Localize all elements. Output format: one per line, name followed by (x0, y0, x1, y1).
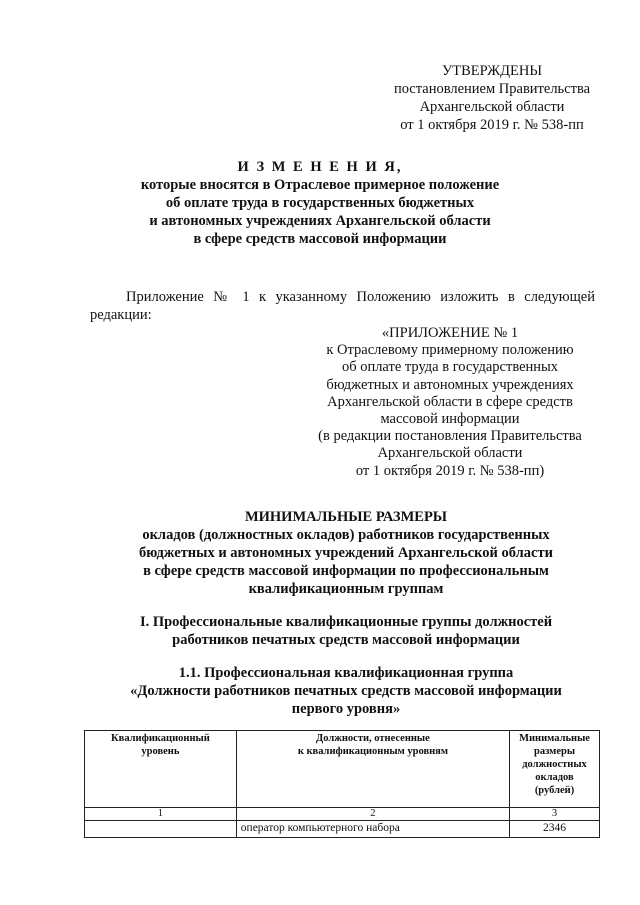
appendix-line: (в редакции постановления Правительства (318, 428, 582, 445)
approval-line: постановлением Правительства (393, 81, 591, 97)
min-sizes-title (100, 508, 592, 598)
appendix-line: об оплате труда в государственных (341, 359, 559, 376)
column-number: 1 (85, 808, 237, 821)
header-cell-level (85, 731, 237, 808)
subsection-line: «Должности работников печатных средств массовой информации (130, 683, 562, 699)
changes-line: об оплате труда в государственных бюджетных (165, 195, 475, 211)
column-number: 3 (510, 808, 600, 821)
approval-heading: УТВЕРЖДЕНЫ (441, 63, 543, 79)
header-text: должностных (522, 759, 587, 770)
changes-line: в сфере средств массовой информации (193, 231, 447, 247)
table-row (85, 821, 600, 838)
appendix-header (306, 325, 594, 480)
section-line: I. Профессиональные квалификационные группы должностей (139, 614, 553, 630)
approval-stamp (380, 62, 604, 134)
changes-title (120, 158, 520, 248)
section-line: работников печатных средств массовой информации (172, 632, 520, 648)
header-text: к квалификационным уровням (297, 746, 449, 757)
appendix-line: бюджетных и автономных учреждениях (326, 376, 574, 393)
min-sizes-line: бюджетных и автономных учреждений Архангельской области (139, 545, 553, 561)
cell-position: оператор компьютерного набора (236, 821, 509, 838)
appendix-line: Архангельской области в сфере средств (327, 393, 573, 410)
salary-table (84, 730, 600, 838)
table-header-row (85, 731, 600, 808)
appendix-line: к Отраслевому примерному положению (326, 342, 574, 359)
appendix-line: «ПРИЛОЖЕНИЕ № 1 (381, 325, 519, 341)
appendix-line: массовой информации (380, 411, 520, 428)
subsection-line: первого уровня» (291, 701, 401, 717)
header-cell-salary (510, 731, 600, 808)
min-sizes-line: квалификационным группам (248, 581, 444, 597)
cell-salary: 2346 (510, 821, 600, 838)
appendix-line: Архангельской области (377, 445, 523, 462)
header-text: Квалификационный (111, 733, 210, 744)
header-text: размеры (534, 746, 576, 757)
header-text: Минимальные (519, 733, 590, 744)
cell-level (85, 821, 237, 838)
header-text: уровень (141, 746, 180, 757)
body-paragraph: Приложение № 1 к указанному Положению изложить в следующей редакции: (90, 289, 595, 323)
min-sizes-line: в сфере средств массовой информации по профессиональным (143, 563, 549, 579)
changes-line: и автономных учреждениях Архангельской области (149, 213, 491, 229)
changes-heading: И З М Е Н Е Н И Я, (237, 159, 403, 175)
approval-line: Архангельской области (419, 99, 565, 115)
table-number-row (85, 808, 600, 821)
approval-line: от 1 октября 2019 г. № 538-пп (400, 117, 584, 133)
header-text: (рублей) (534, 785, 575, 796)
header-cell-position (236, 731, 509, 808)
section-heading (100, 613, 592, 649)
header-text: окладов (535, 772, 574, 783)
subsection-heading (100, 664, 592, 718)
header-text: Должности, отнесенные (316, 733, 430, 744)
min-sizes-line: окладов (должностных окладов) работников государственных (142, 527, 550, 543)
appendix-line: от 1 октября 2019 г. № 538-пп) (355, 462, 545, 479)
changes-line: которые вносятся в Отраслевое примерное положение (140, 177, 500, 193)
column-number: 2 (236, 808, 509, 821)
subsection-line: 1.1. Профессиональная квалификационная группа (178, 665, 514, 681)
min-sizes-heading: МИНИМАЛЬНЫЕ РАЗМЕРЫ (244, 509, 448, 525)
